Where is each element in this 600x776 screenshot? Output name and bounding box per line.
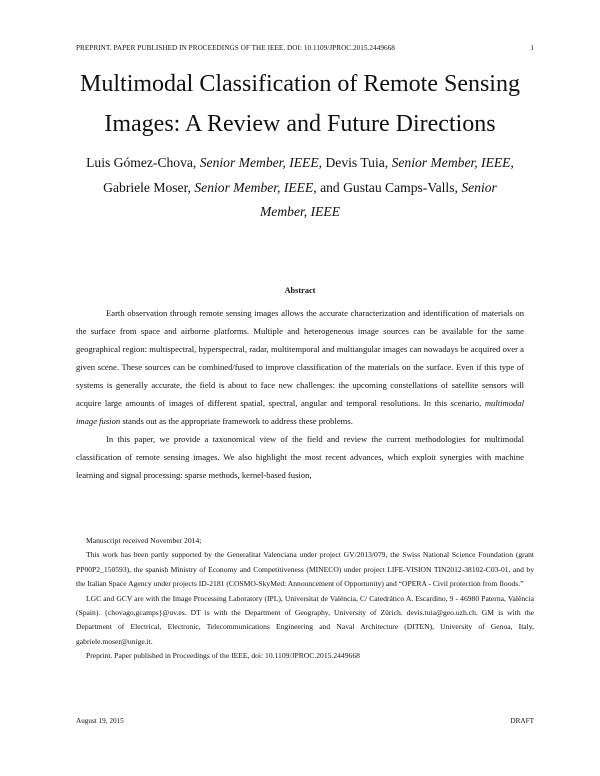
author-role: Senior Member, IEEE xyxy=(391,155,511,170)
running-title: PREPRINT. PAPER PUBLISHED IN PROCEEDINGS OF THE IEEE. DOI: 10.1109/JPROC.2015.2449668 xyxy=(76,44,395,52)
abstract-text: Earth observation through remote sensing images allows the accurate characterization and identification of materials on the surface from space and airborne platforms. Multiple and heterogeneous image sources can be available for the same geographical region: multispectral, hyperspectral, radar, multitemporal and multiangular images can nowadays be acquired over a given scene. These sources can be combined/fused to improve classification of the materials on the surface. Even if this type of systems is generally accurate, the field is about to face new challenges: the upcoming constellations of satellite sensors will acquire large amounts of images of different spatial, spectral, angular and temporal resolutions. In this scenario, xyxy=(76,308,524,408)
author-role: Senior Member, IEEE xyxy=(199,155,319,170)
author-separator: , xyxy=(510,155,514,170)
emphasis-term: multimodal image fusion xyxy=(76,398,524,426)
author-list xyxy=(62,151,538,225)
paper-title xyxy=(40,64,560,144)
abstract-body xyxy=(76,304,524,484)
footnotes xyxy=(76,534,534,664)
footnote-received: Manuscript received November 2014; xyxy=(86,536,202,545)
abstract-paragraph-1 xyxy=(76,304,524,430)
title-line-1: Multimodal Classification of Remote Sensing xyxy=(80,71,520,97)
author-tuia: , Devis Tuia, xyxy=(318,155,389,170)
footnote-affiliations: LGC and GCV are with the Image Processing Laboratory (IPL), Universitat de València, C/ Catedrático A. Escardino, 9 - 46980 Paterna, València (Spain). {chovago,gcamps}@uv.es. DT is with the Department of Geography, University of Zürich. devis.tuia@geo.uzh.ch. GM is with the Department of Electrical, Electronic, Telecommunications Engineering and Naval Architecture (DITEN), University of Genoa, Italy, gabriele.moser@unige.it. xyxy=(76,593,534,646)
author-camps-valls: , and Gustau Camps-Valls, xyxy=(313,179,458,195)
running-header xyxy=(76,44,534,52)
author-moser: Gabriele Moser, xyxy=(103,179,191,195)
abstract-text: stands out as the appropriate framework to address these problems. xyxy=(120,416,353,426)
title-line-2: Images: A Review and Future Directions xyxy=(104,111,496,137)
author-role: Senior xyxy=(461,179,497,195)
footnote-support: This work has been partly supported by the Generalitat Valenciana under project GV/2013/079, the Swiss National Science Foundation (grant PP00P2_150593), the spanish Ministry of Economy and Competitiveness (MINECO) under project LIFE-VISION TIN2012-38102-C03-01, and by the Italian Space Agency under projects ID-2181 (COSMO-SkyMed: Announcement of Opportunity) and “OPERA - Civil protection from floods.” xyxy=(76,550,534,589)
footnote-preprint: Preprint. Paper published in Proceedings of the IEEE, doi: 10.1109/JPROC.2015.2449668 xyxy=(86,651,360,661)
author-role: Senior Member, IEEE xyxy=(194,179,314,195)
footer-status: DRAFT xyxy=(510,717,534,725)
page-footer xyxy=(76,717,534,725)
abstract-heading: Abstract xyxy=(284,286,316,295)
author-gomez-chova: Luis Gómez-Chova, xyxy=(86,155,197,170)
abstract-paragraph-2: In this paper, we provide a taxonomical view of the field and review the current methodologies for multimodal classification of remote sensing images. We also highlight the most recent advances, which exploit synergies with machine learning and signal processing: sparse methods, kernel-based fusion, xyxy=(76,434,524,480)
author-role: Member, IEEE xyxy=(259,204,341,219)
page-number: 1 xyxy=(530,44,534,52)
footer-date: August 19, 2015 xyxy=(76,717,124,725)
